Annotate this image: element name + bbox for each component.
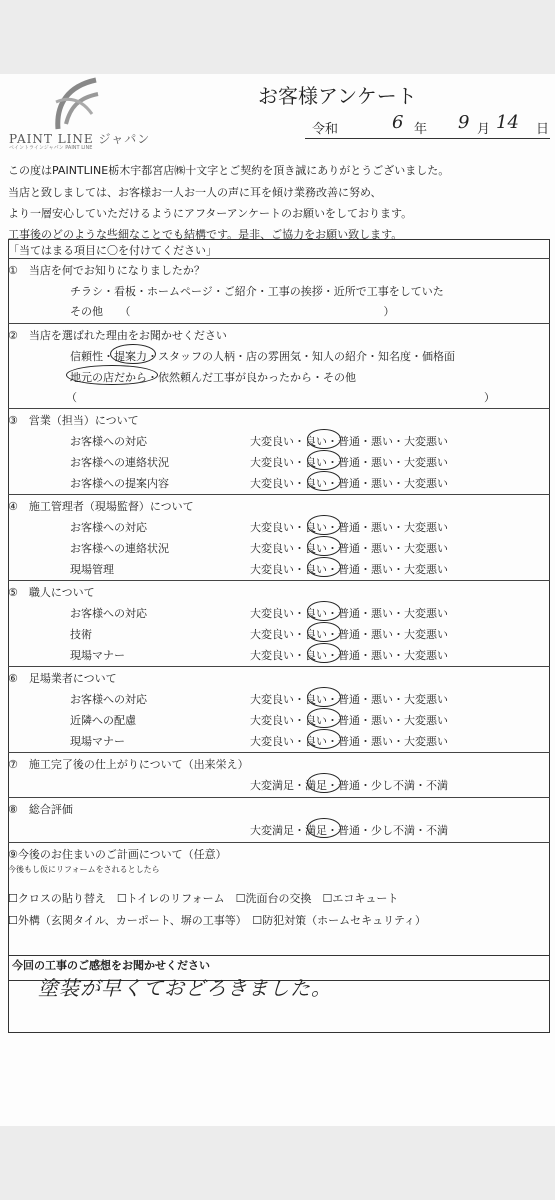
q7-options: 大変満足・満足・普通・少し不満・不満: [250, 779, 448, 792]
q4-row-3: 現場管理: [70, 563, 114, 576]
divider: [8, 580, 550, 581]
q3-title: ③ 営業（担当）について: [8, 414, 139, 427]
intro-line-2: 当店と致しましては、お客様お一人お一人の声に耳を傾け業務改善に努め、: [8, 186, 382, 199]
divider: [8, 842, 550, 843]
divider: [8, 752, 550, 753]
comment-box-title: 今回の工事のご感想をお聞かせください: [12, 959, 210, 972]
q4-row-1: お客様への対応: [70, 521, 147, 534]
divider: [8, 258, 550, 259]
selection-circle: [307, 429, 341, 449]
q5-row-1-options: 大変良い・良い・普通・悪い・大変悪い: [250, 607, 448, 620]
divider: [8, 494, 550, 495]
selection-circle: [307, 601, 341, 621]
q6-row-1-options: 大変良い・良い・普通・悪い・大変悪い: [250, 693, 448, 706]
q3-row-3: お客様への提案内容: [70, 477, 169, 490]
divider: [8, 666, 550, 667]
q1-title: ① 当店を何でお知りになりましたか？: [8, 264, 205, 277]
selection-circle: [307, 536, 341, 556]
q3-row-1-options: 大変良い・良い・普通・悪い・大変悪い: [250, 435, 448, 448]
selection-circle: [307, 622, 341, 642]
q6-title: ⑥ 足場業者について: [8, 672, 117, 685]
q6-row-2: 近隣への配慮: [70, 714, 136, 727]
q5-title: ⑤ 職人について: [8, 586, 95, 599]
q1-options: チラシ・看板・ホームページ・ご紹介・工事の挨拶・近所で工事をしていた: [70, 285, 444, 298]
q2-reasons-line-1: 信頼性・提案力・スタッフの人柄・店の雰囲気・知人の紹介・知名度・価格面: [70, 350, 455, 363]
q9-subtitle: 今後もし仮にリフォームをされるとしたら: [8, 865, 160, 874]
q6-row-3-options: 大変良い・良い・普通・悪い・大変悪い: [250, 735, 448, 748]
q4-row-3-options: 大変良い・良い・普通・悪い・大変悪い: [250, 563, 448, 576]
handwritten-comment: 塗装が早くておどろきました。: [38, 976, 332, 1000]
q8-options: 大変満足・満足・普通・少し不満・不満: [250, 824, 448, 837]
divider: [8, 797, 550, 798]
page-title: お客様アンケート: [258, 84, 417, 108]
divider: [8, 408, 550, 409]
q9-title: ⑨今後のお住まいのご計画について（任意）: [8, 848, 227, 861]
selection-circle: [307, 643, 341, 663]
selection-circle: [307, 515, 341, 535]
date-year-unit: 年: [414, 122, 428, 137]
q8-title: ⑧ 総合評価: [8, 803, 73, 816]
selection-circle: [307, 450, 341, 470]
date-year: 6: [392, 112, 404, 133]
q4-row-1-options: 大変良い・良い・普通・悪い・大変悪い: [250, 521, 448, 534]
date-day: 14: [496, 112, 519, 133]
instruction: 「当てはまる項目に〇を付けてください」: [8, 244, 217, 257]
divider: [8, 323, 550, 324]
selection-circle: [307, 773, 341, 793]
q2-title: ② 当店を選ばれた理由をお聞かせください: [8, 329, 227, 342]
date-era: 令和: [312, 122, 339, 137]
selection-circle: [307, 557, 341, 577]
q6-row-2-options: 大変良い・良い・普通・悪い・大変悪い: [250, 714, 448, 727]
logo-text: PAINT LINE ジャパン: [9, 132, 151, 146]
intro-line-1: この度はPAINTLINE栃木宇都宮店㈱十文字とご契約を頂き誠にありがとうございました。: [8, 164, 450, 177]
date-underline: [305, 138, 550, 139]
q5-row-1: お客様への対応: [70, 607, 147, 620]
q9-options-line-1: ☐クロスの貼り替え ☐トイレのリフォーム ☐洗面台の交換 ☐エコキュート: [8, 892, 399, 905]
q2-other: （ ）: [66, 391, 495, 404]
q3-row-3-options: 大変良い・良い・普通・悪い・大変悪い: [250, 477, 448, 490]
q6-row-3: 現場マナー: [70, 735, 125, 748]
q4-title: ④ 施工管理者（現場監督）について: [8, 500, 194, 513]
selection-circle: [307, 687, 341, 707]
selection-circle: [307, 471, 341, 491]
date-month-unit: 月: [477, 122, 491, 137]
q3-row-2-options: 大変良い・良い・普通・悪い・大変悪い: [250, 456, 448, 469]
q6-row-1: お客様への対応: [70, 693, 147, 706]
q5-row-2-options: 大変良い・良い・普通・悪い・大変悪い: [250, 628, 448, 641]
date-day-unit: 日: [536, 122, 550, 137]
q5-row-3-options: 大変良い・良い・普通・悪い・大変悪い: [250, 649, 448, 662]
intro-line-3: より一層安心していただけるようにアフターアンケートのお願いをしております。: [8, 207, 413, 220]
q5-row-2: 技術: [70, 628, 92, 641]
q5-row-3: 現場マナー: [70, 649, 125, 662]
logo-subtext: ペイントラインジャパン PAINT LINE: [9, 145, 93, 151]
selection-circle: [307, 708, 341, 728]
company-logo-icon: [48, 74, 102, 132]
date-month: 9: [458, 112, 470, 133]
selection-circle: [110, 344, 156, 364]
q3-row-2: お客様への連絡状況: [70, 456, 169, 469]
q4-row-2: お客様への連絡状況: [70, 542, 169, 555]
q9-options-line-2: ☐外構（玄関タイル、カーポート、塀の工事等） ☐防犯対策（ホームセキュリティ）: [8, 914, 427, 927]
q4-row-2-options: 大変良い・良い・普通・悪い・大変悪い: [250, 542, 448, 555]
q1-other: その他 （ ）: [70, 305, 395, 318]
q2-reasons-line-2: 地元の店だから・依然頼んだ工事が良かったから・その他: [70, 371, 356, 384]
selection-circle: [307, 729, 341, 749]
selection-circle: [307, 818, 341, 838]
q3-row-1: お客様への対応: [70, 435, 147, 448]
q7-title: ⑦ 施工完了後の仕上がりについて（出来栄え）: [8, 758, 249, 771]
selection-circle: [66, 365, 158, 385]
intro-line-4: 工事後のどのような些細なことでも結構です。是非、ご協力をお願い致します。: [8, 228, 403, 241]
